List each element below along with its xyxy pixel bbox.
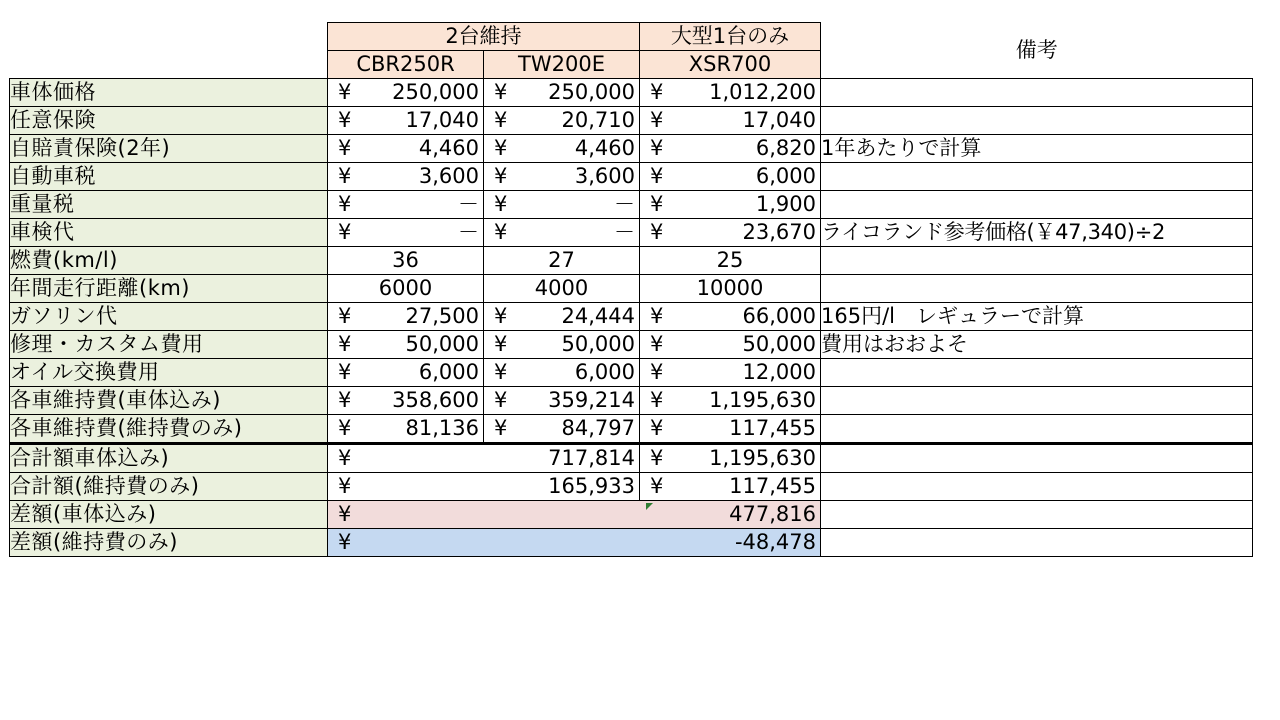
- model-xsr700-header[interactable]: XSR700: [640, 51, 821, 79]
- row-label[interactable]: 重量税: [10, 191, 328, 219]
- yen-sign: ¥: [338, 220, 352, 244]
- model-tw200e-header[interactable]: TW200E: [484, 51, 640, 79]
- yen-sign: ¥: [650, 388, 664, 412]
- cell-note[interactable]: [821, 163, 1253, 191]
- cell-xsr700[interactable]: [640, 473, 821, 501]
- yen-sign: ¥: [338, 192, 352, 216]
- row-label[interactable]: 燃費(km/l): [10, 247, 328, 275]
- row-maintenance-with-body: [10, 387, 1253, 415]
- cell-tw200e[interactable]: [484, 303, 640, 331]
- cell-two-bike-total[interactable]: [328, 444, 640, 473]
- yen-sign: ¥: [650, 192, 664, 216]
- cell-value: 477,816: [729, 502, 816, 526]
- cell-tw200e[interactable]: [484, 331, 640, 359]
- cell-cbr250r[interactable]: [328, 415, 484, 444]
- cell-value: 3,600: [418, 164, 479, 188]
- cell-cbr250r[interactable]: [328, 79, 484, 107]
- cell-xsr700[interactable]: [640, 163, 821, 191]
- header-row-groups: [10, 23, 1253, 51]
- yen-sign: ¥: [494, 80, 508, 104]
- row-label[interactable]: 車体価格: [10, 79, 328, 107]
- cell-xsr700[interactable]: [640, 303, 821, 331]
- yen-sign: ¥: [338, 80, 352, 104]
- cell-value: 165,933: [548, 474, 635, 498]
- cell-value: 117,455: [729, 474, 816, 498]
- yen-sign: ¥: [494, 304, 508, 328]
- cell-value: 1,195,630: [709, 388, 816, 412]
- yen-sign: ¥: [338, 474, 352, 498]
- cell-diff-value[interactable]: [328, 529, 821, 557]
- cell-cbr250r[interactable]: [328, 107, 484, 135]
- row-diff-with-body: [10, 501, 1253, 529]
- cell-value: 50,000: [742, 332, 816, 356]
- cell-note[interactable]: [821, 529, 1253, 557]
- row-compulsory-insurance: [10, 135, 1253, 163]
- cell-value: 6,000: [418, 360, 479, 384]
- cell-xsr700[interactable]: [640, 191, 821, 219]
- yen-sign: ¥: [338, 304, 352, 328]
- yen-sign: ¥: [338, 446, 352, 470]
- yen-sign: ¥: [494, 192, 508, 216]
- row-inspection-fee: [10, 219, 1253, 247]
- group-two-bikes-header[interactable]: 2台維持: [328, 23, 640, 51]
- yen-sign: ¥: [650, 136, 664, 160]
- row-maintenance-only: [10, 415, 1253, 444]
- yen-sign: ¥: [650, 220, 664, 244]
- yen-sign: ¥: [494, 164, 508, 188]
- cell-tw200e[interactable]: [484, 191, 640, 219]
- row-fuel-efficiency: [10, 247, 1253, 275]
- row-total-with-body: [10, 444, 1253, 473]
- cell-xsr700[interactable]: [640, 219, 821, 247]
- row-label[interactable]: 合計額車体込み): [10, 444, 328, 473]
- cell-value: －: [458, 192, 479, 216]
- row-label[interactable]: 自賠責保険(2年): [10, 135, 328, 163]
- cell-value: 17,040: [405, 108, 479, 132]
- cell-note[interactable]: [821, 275, 1253, 303]
- row-vehicle-tax: [10, 163, 1253, 191]
- cell-value: 358,600: [392, 388, 479, 412]
- cell-value: 117,455: [729, 416, 816, 440]
- yen-sign: ¥: [494, 360, 508, 384]
- yen-sign: ¥: [650, 164, 664, 188]
- cell-cbr250r[interactable]: 36: [328, 247, 484, 275]
- yen-sign: ¥: [650, 108, 664, 132]
- cell-value: 3,600: [574, 164, 635, 188]
- cell-note[interactable]: [821, 107, 1253, 135]
- cost-comparison-sheet: [9, 22, 1253, 557]
- cell-note[interactable]: ライコランド参考価格(￥47,340)÷2: [821, 219, 1253, 247]
- cell-xsr700[interactable]: 10000: [640, 275, 821, 303]
- cell-value: 4,460: [418, 136, 479, 160]
- cell-cbr250r[interactable]: [328, 359, 484, 387]
- row-label[interactable]: 各車維持費(車体込み): [10, 387, 328, 415]
- cell-value: 250,000: [392, 80, 479, 104]
- cell-tw200e[interactable]: [484, 163, 640, 191]
- cell-value: -48,478: [734, 530, 816, 554]
- cell-value: 250,000: [548, 80, 635, 104]
- yen-sign: ¥: [650, 446, 664, 470]
- row-oil-change: [10, 359, 1253, 387]
- row-label[interactable]: 任意保険: [10, 107, 328, 135]
- cell-value: 23,670: [742, 220, 816, 244]
- cell-xsr700[interactable]: 25: [640, 247, 821, 275]
- row-label[interactable]: 自動車税: [10, 163, 328, 191]
- yen-sign: ¥: [494, 388, 508, 412]
- cell-value: 4,460: [574, 136, 635, 160]
- yen-sign: ¥: [338, 388, 352, 412]
- cell-two-bike-total[interactable]: [328, 473, 640, 501]
- cell-value: 50,000: [405, 332, 479, 356]
- cell-xsr700[interactable]: [640, 415, 821, 444]
- cell-xsr700[interactable]: [640, 444, 821, 473]
- cell-value: 81,136: [405, 416, 479, 440]
- formula-error-indicator-icon: [646, 503, 653, 510]
- yen-sign: ¥: [338, 332, 352, 356]
- cell-cbr250r[interactable]: [328, 163, 484, 191]
- cell-value: －: [458, 220, 479, 244]
- cell-value: －: [614, 192, 635, 216]
- cell-value: 24,444: [561, 304, 635, 328]
- cell-tw200e[interactable]: 27: [484, 247, 640, 275]
- cell-note[interactable]: [821, 444, 1253, 473]
- row-label[interactable]: 合計額(維持費のみ): [10, 473, 328, 501]
- cell-value: 359,214: [548, 388, 635, 412]
- cell-xsr700[interactable]: [640, 331, 821, 359]
- cell-cbr250r[interactable]: [328, 303, 484, 331]
- cell-cbr250r[interactable]: [328, 191, 484, 219]
- yen-sign: ¥: [338, 108, 352, 132]
- yen-sign: ¥: [494, 108, 508, 132]
- yen-sign: ¥: [338, 164, 352, 188]
- row-label[interactable]: ガソリン代: [10, 303, 328, 331]
- cell-value: 17,040: [742, 108, 816, 132]
- cell-cbr250r[interactable]: [328, 331, 484, 359]
- yen-sign: ¥: [650, 80, 664, 104]
- cell-value: 27,500: [405, 304, 479, 328]
- cell-value: 1,195,630: [709, 446, 816, 470]
- cell-note[interactable]: [821, 501, 1253, 529]
- row-label[interactable]: オイル交換費用: [10, 359, 328, 387]
- row-gasoline: [10, 303, 1253, 331]
- cell-value: 20,710: [561, 108, 635, 132]
- row-insurance: [10, 107, 1253, 135]
- yen-sign: ¥: [650, 332, 664, 356]
- cell-value: 1,012,200: [709, 80, 816, 104]
- yen-sign: ¥: [338, 136, 352, 160]
- row-annual-distance: [10, 275, 1253, 303]
- cell-note[interactable]: 1年あたりで計算: [821, 135, 1253, 163]
- cell-value: 50,000: [561, 332, 635, 356]
- yen-sign: ¥: [338, 416, 352, 440]
- cell-tw200e[interactable]: [484, 415, 640, 444]
- cell-tw200e[interactable]: [484, 219, 640, 247]
- yen-sign: ¥: [494, 416, 508, 440]
- yen-sign: ¥: [494, 136, 508, 160]
- yen-sign: ¥: [650, 360, 664, 384]
- cell-note[interactable]: [821, 359, 1253, 387]
- yen-sign: ¥: [494, 220, 508, 244]
- cell-tw200e[interactable]: 4000: [484, 275, 640, 303]
- cell-xsr700[interactable]: [640, 387, 821, 415]
- corner-cell[interactable]: [10, 23, 328, 51]
- cell-cbr250r[interactable]: [328, 387, 484, 415]
- row-label[interactable]: 年間走行距離(km): [10, 275, 328, 303]
- cell-tw200e[interactable]: [484, 387, 640, 415]
- cell-value: 1,900: [755, 192, 816, 216]
- cell-note[interactable]: [821, 247, 1253, 275]
- cell-cbr250r[interactable]: [328, 219, 484, 247]
- row-diff-maintenance-only: [10, 529, 1253, 557]
- group-large-only-header[interactable]: 大型1台のみ: [640, 23, 821, 51]
- cell-tw200e[interactable]: [484, 135, 640, 163]
- yen-sign: ¥: [650, 416, 664, 440]
- cell-value: －: [614, 220, 635, 244]
- model-cbr250r-header[interactable]: CBR250R: [328, 51, 484, 79]
- cell-cbr250r[interactable]: 6000: [328, 275, 484, 303]
- row-label[interactable]: 差額(車体込み): [10, 501, 328, 529]
- cell-value: 84,797: [561, 416, 635, 440]
- row-weight-tax: [10, 191, 1253, 219]
- cell-xsr700[interactable]: [640, 135, 821, 163]
- yen-sign: ¥: [338, 502, 352, 526]
- cell-note[interactable]: 費用はおおよそ: [821, 331, 1253, 359]
- cell-value: 717,814: [548, 446, 635, 470]
- cell-xsr700[interactable]: [640, 107, 821, 135]
- cell-value: 6,000: [755, 164, 816, 188]
- cell-note[interactable]: 165円/l レギュラーで計算: [821, 303, 1253, 331]
- cell-diff-value[interactable]: [328, 501, 821, 529]
- row-repair-custom: [10, 331, 1253, 359]
- cell-xsr700[interactable]: [640, 359, 821, 387]
- yen-sign: ¥: [338, 360, 352, 384]
- cell-tw200e[interactable]: [484, 79, 640, 107]
- yen-sign: ¥: [338, 530, 352, 554]
- cell-value: 66,000: [742, 304, 816, 328]
- yen-sign: ¥: [494, 332, 508, 356]
- remarks-header[interactable]: 備考: [821, 23, 1253, 79]
- cell-note[interactable]: [821, 387, 1253, 415]
- cell-cbr250r[interactable]: [328, 135, 484, 163]
- cell-note[interactable]: [821, 79, 1253, 107]
- row-label[interactable]: 各車維持費(維持費のみ): [10, 415, 328, 444]
- cell-value: 6,000: [574, 360, 635, 384]
- yen-sign: ¥: [650, 474, 664, 498]
- cell-tw200e[interactable]: [484, 107, 640, 135]
- row-label[interactable]: 車検代: [10, 219, 328, 247]
- row-label[interactable]: 修理・カスタム費用: [10, 331, 328, 359]
- yen-sign: ¥: [650, 304, 664, 328]
- cell-note[interactable]: [821, 191, 1253, 219]
- row-body-price: [10, 79, 1253, 107]
- cell-value: 12,000: [742, 360, 816, 384]
- cell-xsr700[interactable]: [640, 79, 821, 107]
- cell-tw200e[interactable]: [484, 359, 640, 387]
- corner-cell-lower[interactable]: [10, 51, 328, 79]
- row-total-maintenance-only: [10, 473, 1253, 501]
- cell-note[interactable]: [821, 415, 1253, 444]
- cell-note[interactable]: [821, 473, 1253, 501]
- row-label[interactable]: 差額(維持費のみ): [10, 529, 328, 557]
- cell-value: 6,820: [755, 136, 816, 160]
